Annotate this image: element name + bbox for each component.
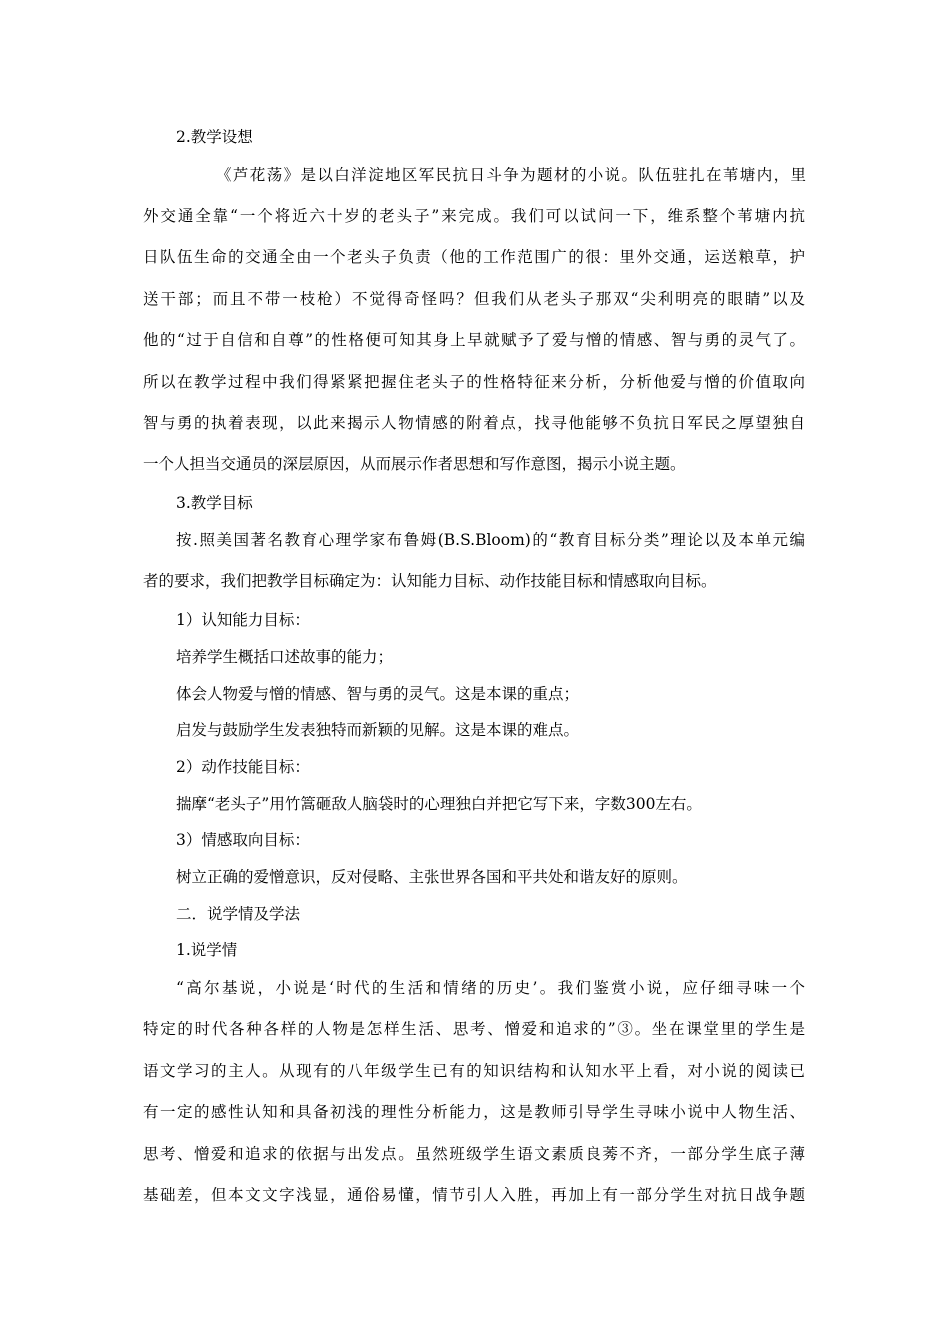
paragraph-line: 智与勇的执着表现，以此来揭示人物情感的附着点，找寻他能够不负抗日军民之厚望独自: [143, 414, 805, 432]
list-item: 树立正确的爱憎意识，反对侵略、主张世界各国和平共处和谐友好的原则。: [176, 868, 688, 886]
paragraph-line: 一个人担当交通员的深层原因，从而展示作者思想和写作意图，揭示小说主题。: [143, 455, 686, 473]
paragraph-line: 按.照美国著名教育心理学家布鲁姆(B.S.Bloom)的“教育目标分类”理论以及本单元编: [176, 531, 805, 549]
list-item: 培养学生概括口述故事的能力；: [176, 648, 394, 666]
section-heading-learning: 二．说学情及学法: [176, 905, 301, 923]
paragraph-line: 语文学习的主人。从现有的八年级学生已有的知识结构和认知水平上看，对小说的阅读已: [143, 1062, 805, 1080]
subheading-emotion-goal: 3）情感取向目标：: [176, 831, 310, 849]
heading-teaching-goals: 3.教学目标: [176, 494, 253, 512]
list-item: 体会人物爱与憎的情感、智与勇的灵气。这是本课的重点；: [176, 685, 580, 703]
subheading-student-situation: 1.说学情: [176, 941, 238, 959]
subheading-cognitive-goal: 1）认知能力目标：: [176, 611, 310, 629]
paragraph-line: 《芦花荡》是以白洋淀地区军民抗日斗争为题材的小说。队伍驻扎在苇塘内，里: [216, 166, 806, 184]
paragraph-line: 外交通全靠“一个将近六十岁的老头子”来完成。我们可以试问一下，维系整个苇塘内抗: [143, 207, 805, 225]
paragraph-line: 有一定的感性认知和具备初浅的理性分析能力，这是教师引导学生寻味小说中人物生活、: [143, 1103, 805, 1121]
heading-teaching-idea: 2.教学设想: [176, 128, 253, 146]
list-item: 启发与鼓励学生发表独特而新颖的见解。这是本课的难点。: [176, 721, 580, 739]
paragraph-line: 他的“过于自信和自尊”的性格便可知其身上早就赋予了爱与憎的情感、智与勇的灵气了。: [143, 331, 805, 349]
paragraph-line: 思考、憎爱和追求的依据与出发点。虽然班级学生语文素质良莠不齐，一部分学生底子薄: [143, 1145, 805, 1163]
paragraph-line: 送干部；而且不带一枝枪）不觉得奇怪吗？但我们从老头子那双“尖利明亮的眼睛”以及: [143, 290, 805, 308]
paragraph-line: “高尔基说，小说是‘时代的生活和情绪的历史’。我们鉴赏小说，应仔细寻味一个: [176, 979, 805, 997]
paragraph-line: 日队伍生命的交通全由一个老头子负责（他的工作范围广的很：里外交通，运送粮草，护: [143, 248, 805, 266]
subheading-skill-goal: 2）动作技能目标：: [176, 758, 310, 776]
paragraph-line: 基础差，但本文文字浅显，通俗易懂，情节引人入胜，再加上有一部分学生对抗日战争题: [143, 1186, 805, 1204]
paragraph-line: 特定的时代各种各样的人物是怎样生活、思考、憎爱和追求的”③。坐在课堂里的学生是: [143, 1020, 805, 1038]
paragraph-line: 所以在教学过程中我们得紧紧把握住老头子的性格特征来分析，分析他爱与憎的价值取向: [143, 373, 805, 391]
list-item: 揣摩“老头子”用竹篙砸敌人脑袋时的心理独白并把它写下来，字数300左右。: [176, 795, 702, 813]
paragraph-line: 者的要求，我们把教学目标确定为：认知能力目标、动作技能目标和情感取向目标。: [143, 572, 717, 590]
